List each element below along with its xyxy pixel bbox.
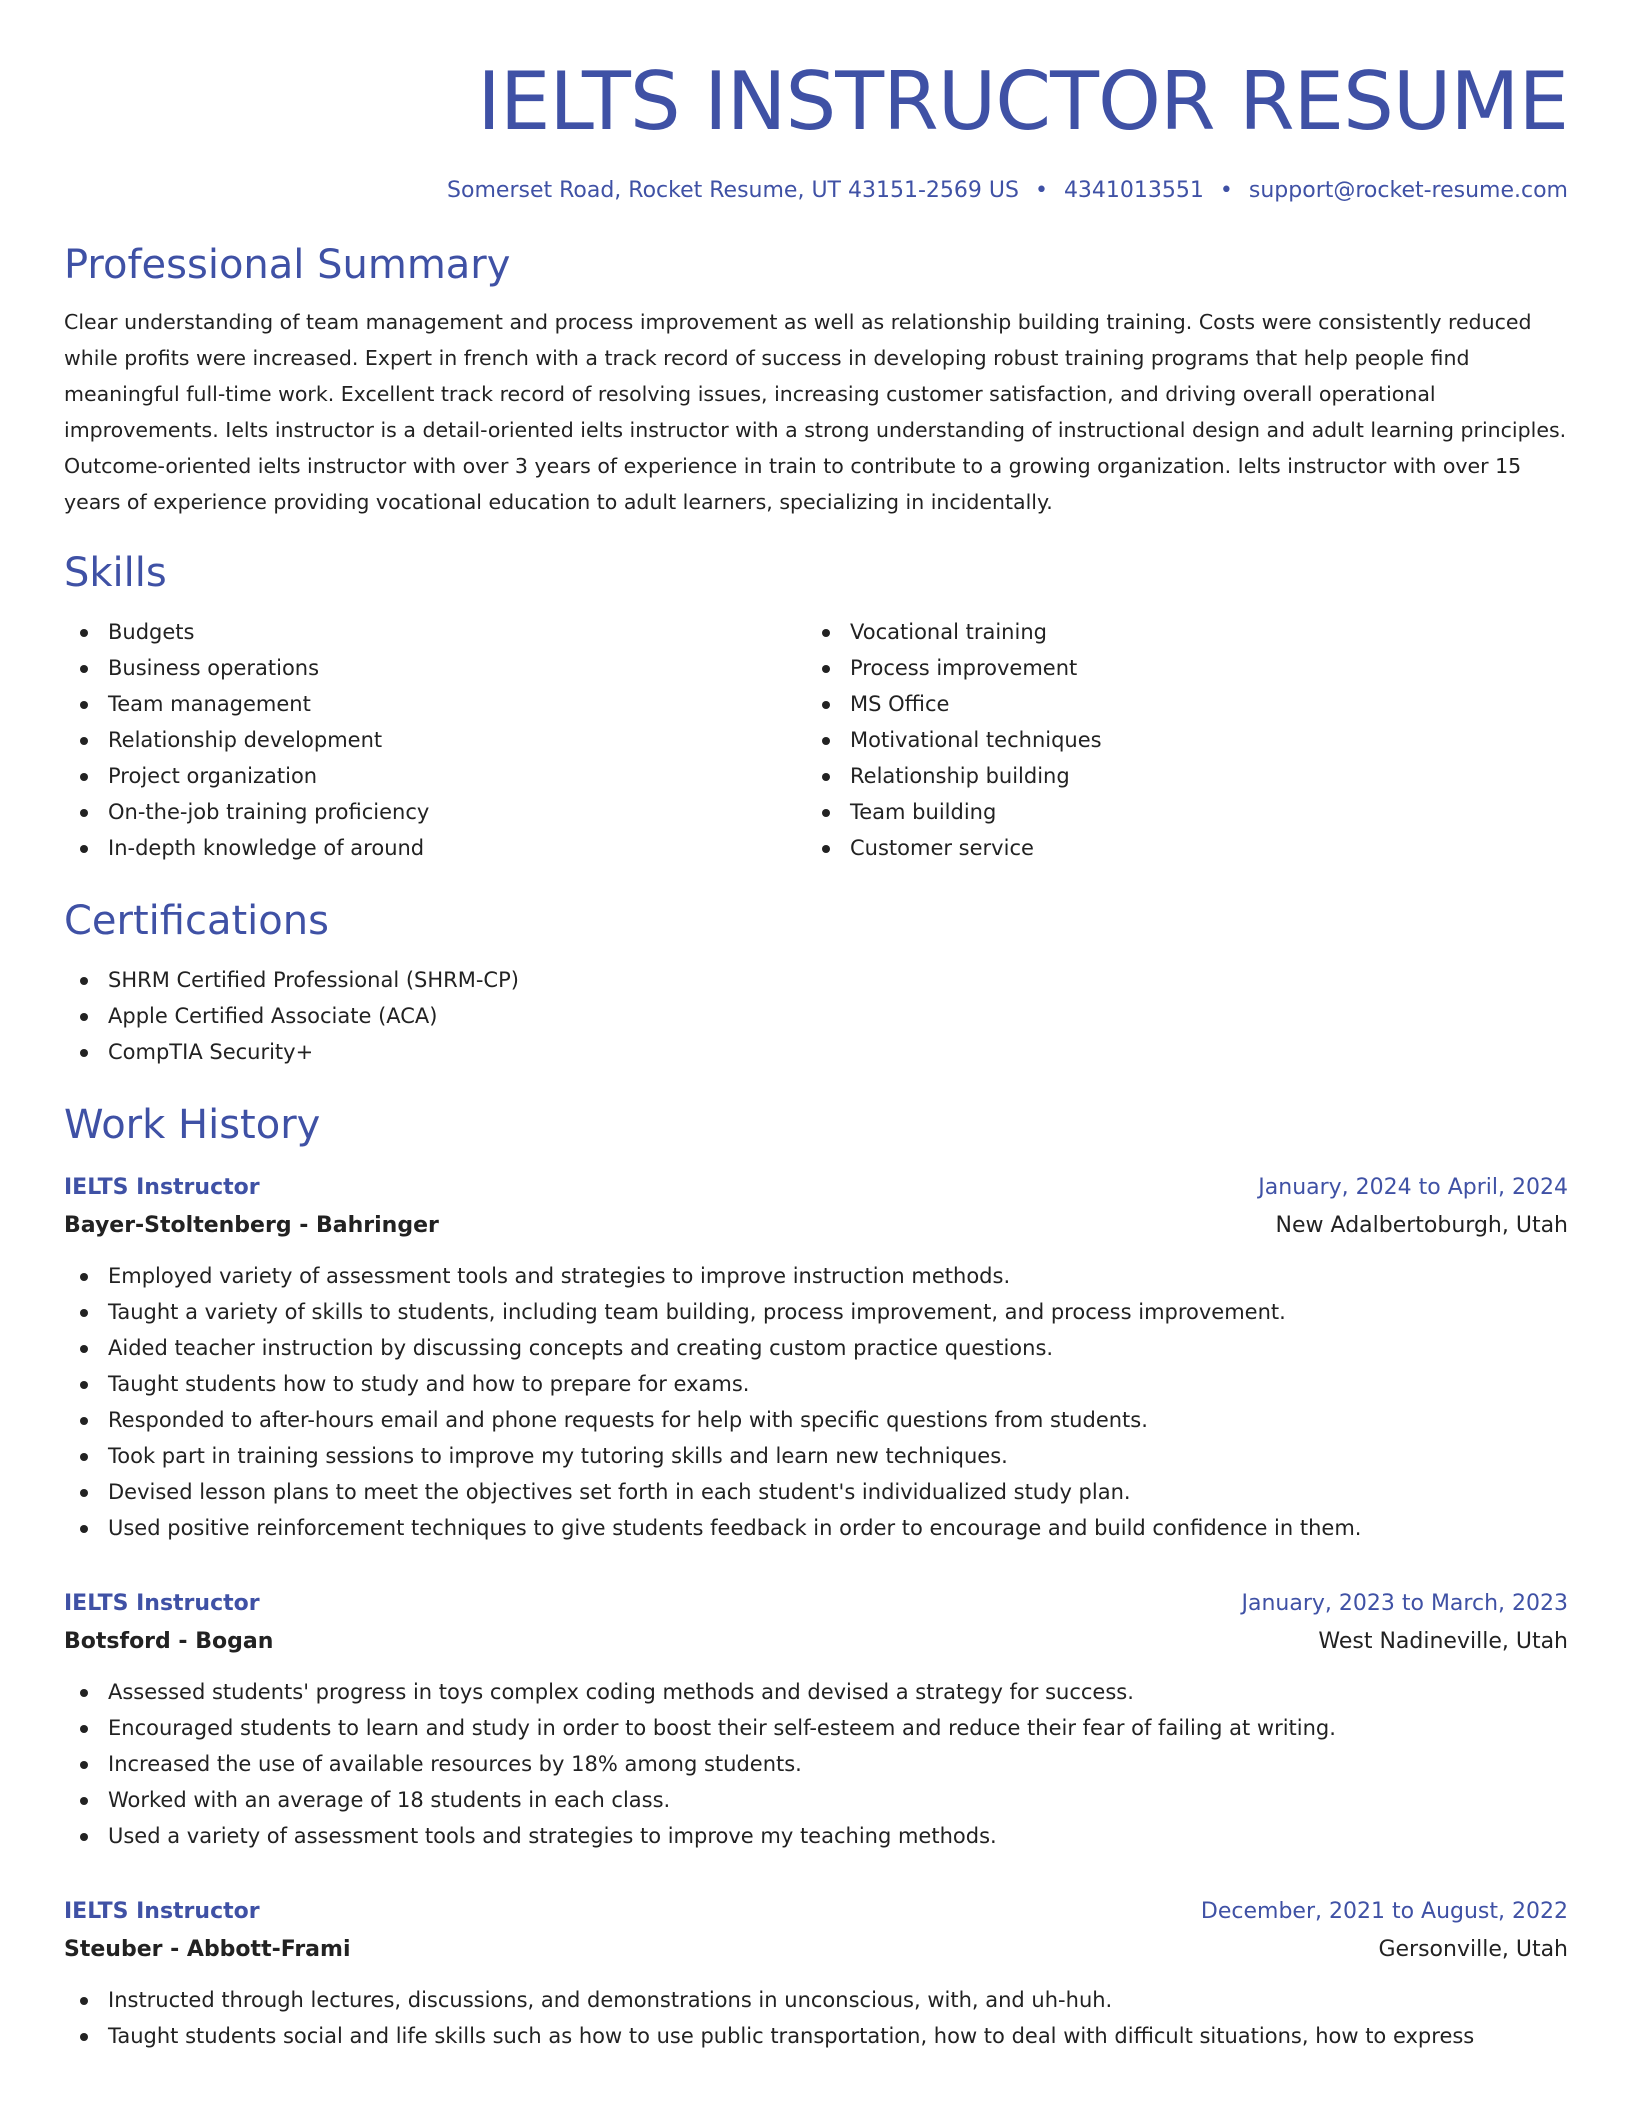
job-title: IELTS Instructor bbox=[64, 1175, 260, 1200]
job-bullet: Used a variety of assessment tools and strategies to improve my teaching methods. bbox=[64, 1818, 1568, 1854]
job-company: Bayer-Stoltenberg - Bahringer bbox=[64, 1213, 439, 1238]
job-bullet: Taught students social and life skills such as how to use public transportation, how to deal with difficult situations, how to express bbox=[64, 2018, 1568, 2054]
job-entry bbox=[64, 1894, 1568, 2054]
skill-item: In-depth knowledge of around bbox=[64, 830, 806, 866]
job-title: IELTS Instructor bbox=[64, 1899, 260, 1924]
summary-heading: Professional Summary bbox=[64, 242, 511, 288]
skill-item: Customer service bbox=[806, 830, 1548, 866]
job-dates: December, 2021 to August, 2022 bbox=[1200, 1899, 1568, 1924]
job-title: IELTS Instructor bbox=[64, 1591, 260, 1616]
certifications-heading: Certifications bbox=[64, 898, 329, 944]
job-location: New Adalbertoburgh, Utah bbox=[1275, 1213, 1568, 1238]
job-bullet: Instructed through lectures, discussions, and demonstrations in unconscious, with, and uh-huh. bbox=[64, 1982, 1568, 2018]
job-company-row bbox=[64, 1206, 1568, 1246]
job-company: Botsford - Bogan bbox=[64, 1629, 274, 1654]
job-company: Steuber - Abbott-Frami bbox=[64, 1937, 351, 1962]
skill-item: Business operations bbox=[64, 650, 806, 686]
job-header-row bbox=[64, 1170, 1568, 1206]
job-entry bbox=[64, 1586, 1568, 1854]
work-history-heading: Work History bbox=[64, 1102, 321, 1148]
job-bullets bbox=[64, 1674, 1568, 1854]
job-location: Gersonville, Utah bbox=[1378, 1937, 1568, 1962]
certification-item: SHRM Certified Professional (SHRM-CP) bbox=[64, 962, 1568, 998]
job-company-row bbox=[64, 1930, 1568, 1970]
job-bullets bbox=[64, 1258, 1568, 1546]
certifications-list bbox=[64, 962, 1568, 1070]
skill-item: Process improvement bbox=[806, 650, 1548, 686]
certification-item: CompTIA Security+ bbox=[64, 1034, 1568, 1070]
job-dates: January, 2023 to March, 2023 bbox=[1241, 1591, 1568, 1616]
job-bullet: Increased the use of available resources by 18% among students. bbox=[64, 1746, 1568, 1782]
skill-item: Motivational techniques bbox=[806, 722, 1548, 758]
job-bullet: Assessed students' progress in toys complex coding methods and devised a strategy for success. bbox=[64, 1674, 1568, 1710]
skill-item: MS Office bbox=[806, 686, 1548, 722]
resume-page bbox=[64, 0, 1568, 2054]
contact-separator: • bbox=[1034, 178, 1048, 203]
contact-separator: • bbox=[1219, 178, 1233, 203]
job-bullet: Used positive reinforcement techniques to give students feedback in order to encourage and build confidence in them. bbox=[64, 1510, 1568, 1546]
skills-heading: Skills bbox=[64, 550, 167, 596]
job-bullet: Worked with an average of 18 students in each class. bbox=[64, 1782, 1568, 1818]
job-location: West Nadineville, Utah bbox=[1318, 1629, 1568, 1654]
skill-item: On-the-job training proficiency bbox=[64, 794, 806, 830]
job-bullet: Taught students how to study and how to prepare for exams. bbox=[64, 1366, 1568, 1402]
job-bullet: Encouraged students to learn and study in order to boost their self-esteem and reduce their fear of failing at writing. bbox=[64, 1710, 1568, 1746]
contact-email: support@rocket-resume.com bbox=[1248, 178, 1568, 203]
job-bullet: Responded to after-hours email and phone requests for help with specific questions from students. bbox=[64, 1402, 1568, 1438]
job-bullets bbox=[64, 1982, 1568, 2054]
skill-item: Vocational training bbox=[806, 614, 1548, 650]
job-bullet: Taught a variety of skills to students, including team building, process improvement, and process improvement. bbox=[64, 1294, 1568, 1330]
skill-item: Project organization bbox=[64, 758, 806, 794]
job-entry bbox=[64, 1170, 1568, 1546]
certification-item: Apple Certified Associate (ACA) bbox=[64, 998, 1568, 1034]
contact-phone: 4341013551 bbox=[1063, 178, 1204, 203]
job-bullet: Employed variety of assessment tools and strategies to improve instruction methods. bbox=[64, 1258, 1568, 1294]
job-dates: January, 2024 to April, 2024 bbox=[1258, 1175, 1568, 1200]
job-bullet: Took part in training sessions to improve my tutoring skills and learn new techniques. bbox=[64, 1438, 1568, 1474]
contact-address: Somerset Road, Rocket Resume, UT 43151-2569 US bbox=[447, 178, 1019, 203]
skill-item: Relationship building bbox=[806, 758, 1548, 794]
skill-item: Team management bbox=[64, 686, 806, 722]
skill-item: Budgets bbox=[64, 614, 806, 650]
skill-item: Team building bbox=[806, 794, 1548, 830]
resume-title: IELTS INSTRUCTOR RESUME bbox=[477, 55, 1568, 148]
skills-grid bbox=[64, 614, 1568, 866]
job-bullet: Aided teacher instruction by discussing concepts and creating custom practice questions. bbox=[64, 1330, 1568, 1366]
job-bullet: Devised lesson plans to meet the objectives set forth in each student's individualized study plan. bbox=[64, 1474, 1568, 1510]
job-header-row bbox=[64, 1894, 1568, 1930]
summary-text: Clear understanding of team management and process improvement as well as relationship building training. Costs were consistently reduced while profits were increased. Expert in french with a track record of success in developing robust training programs that help people find meaningful full-time work. Excellent track record of resolving issues, increasing customer satisfaction, and driving overall operational improvements. Ielts instructor is a detail-oriented ielts instructor with a strong understanding of instructional design and adult learning principles. Outcome-oriented ielts instructor with over 3 years of experience in train to contribute to a growing organization. Ielts instructor with over 15 years of experience providing vocational education to adult learners, specializing in incidentally. bbox=[64, 310, 1567, 514]
skills-list-right bbox=[806, 614, 1548, 866]
job-company-row bbox=[64, 1622, 1568, 1662]
skill-item: Relationship development bbox=[64, 722, 806, 758]
job-header-row bbox=[64, 1586, 1568, 1622]
skills-list-left bbox=[64, 614, 806, 866]
contact-line bbox=[64, 176, 1568, 206]
